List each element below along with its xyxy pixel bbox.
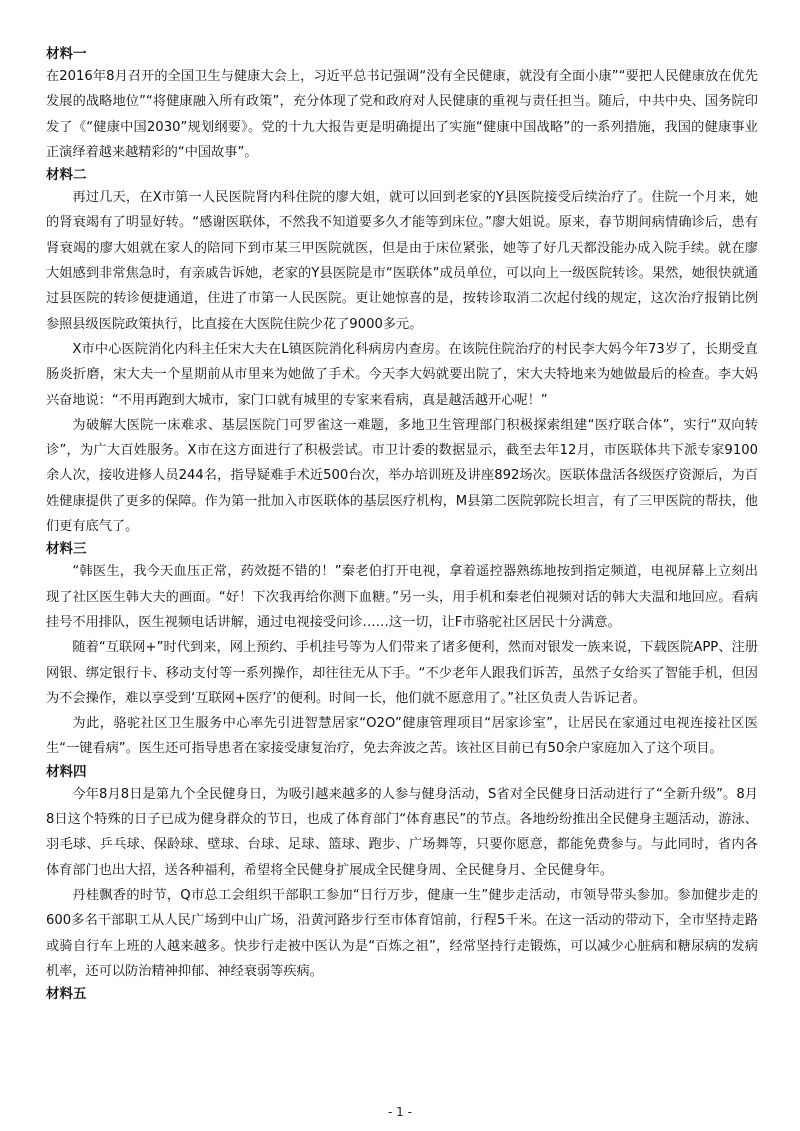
paragraph: 再过几天，在X市第一人民医院肾内科住院的廖大姐，就可以回到老家的Y县医院接受后续治疗了。住院一个月来，她的肾衰竭有了明显好转。“感谢医联体，不然我不知道要多久才能等到床位。”廖大姐说。原来，春节期间病情确诊后，患有肾衰竭的廖大姐就在家人的陪同下到市某三甲医院就医，但是由于床位紧张，她等了好几天都没能办成入院手续。就在廖大姐感到非常焦急时，有亲戚告诉她，老家的Y县医院是市“医联体”成员单位，可以向上一级医院转诊。果然，她很快就通过县医院的转诊便捷通道，住进了市第一人民医院。更让她惊喜的是，按转诊取消二次起付线的规定，这次治疗报销比例参照县级医院政策执行，比直接在大医院住院少花了9000多元。 bbox=[46, 190, 758, 332]
section-material-3 bbox=[46, 539, 758, 761]
section-heading: 材料四 bbox=[46, 763, 87, 780]
section-material-2 bbox=[46, 165, 758, 539]
page-number: - 1 - bbox=[388, 1105, 412, 1119]
paragraph: “韩医生，我今天血压正常，药效挺不错的！”秦老伯打开电视，拿着遥控器熟练地按到指定频道，电视屏幕上立刻出现了社区医生韩大夫的画面。“好！下次我再给你测下血糖。”另一头，用手机和秦老伯视频对话的韩大夫温和地回应。看病挂号不用排队，医生视频电话讲解，通过电视接受问诊……这一切，让F市骆驼社区居民十分满意。 bbox=[46, 564, 758, 630]
section-heading: 材料五 bbox=[46, 986, 87, 1003]
paragraph: 在2016年8月召开的全国卫生与健康大会上，习近平总书记强调“没有全民健康，就没有全面小康”“要把人民健康放在优先发展的战略地位”“将健康融入所有政策”，充分体现了党和政府对人民健康的重视与责任担当。随后，中共中央、国务院印发了《“健康中国2030”规划纲要》。党的十九大报告更是明确提出了实施“健康中国战略”的一系列措施，我国的健康事业正演绎着越来越精彩的“中国故事”。 bbox=[46, 69, 758, 160]
paragraph: X市中心医院消化内科主任宋大夫在L镇医院消化科病房内查房。在该院住院治疗的村民李大妈今年73岁了，长期受直肠炎折磨，宋大夫一个星期前从市里来为她做了手术。今天李大妈就要出院了，宋大夫特地来为她做最后的检查。李大妈兴奋地说：“不用再跑到大城市，家门口就有城里的专家来看病，真是越活越开心呢！” bbox=[46, 341, 758, 408]
paragraph: 为此，骆驼社区卫生服务中心率先引进智慧居家“O2O”健康管理项目“居家诊室”，让居民在家通过电视连接社区医生“一键看病”。医生还可指导患者在家接受康复治疗，免去奔波之苦。该社区目前已有50余户家庭加入了这个项目。 bbox=[46, 716, 758, 757]
section-heading: 材料一 bbox=[46, 46, 87, 62]
section-heading: 材料二 bbox=[46, 167, 87, 184]
paragraph: 为破解大医院一床难求、基层医院门可罗雀这一难题，多地卫生管理部门积极探索组建“医疗联合体”，实行“双向转诊”，为广大百姓服务。X市在这方面进行了积极尝试。市卫计委的数据显示，截至去年12月，市医联体共下派专家9100余人次，接收进修人员244名，指导疑难手术近500台次，举办培训班及讲座892场次。医联体盘活各级医疗资源后，为百姓健康提供了更多的保障。作为第一批加入市医联体的基层医疗机构，M县第二医院郭院长坦言，有了三甲医院的帮扶，他们更有底气了。 bbox=[46, 417, 758, 535]
section-material-4 bbox=[46, 762, 758, 984]
document-page bbox=[46, 44, 758, 1004]
section-material-5 bbox=[46, 984, 758, 1004]
section-material-1 bbox=[46, 44, 758, 165]
paragraph: 今年8月8日是第九个全民健身日，为吸引越来越多的人参与健身活动，S省对全民健身日活动进行了“全新升级”。8月8日这个特殊的日子已成为健身群众的节日，也成了体育部门“体育惠民”的节点。各地纷纷推出全民健身主题活动，游泳、羽毛球、乒乓球、保龄球、壁球、台球、足球、篮球、跑步、广场舞等，只要你愿意，都能免费参与。与此同时，省内各体育部门也出大招，送各种福利，希望将全民健身扩展成全民健身周、全民健身月、全民健身年。 bbox=[46, 786, 758, 878]
paragraph: 随着“互联网+”时代到来，网上预约、手机挂号等为人们带来了诸多便利，然而对银发一族来说，下载医院APP、注册网银、绑定银行卡、移动支付等一系列操作，却往往无从下手。“不少老年人跟我们诉苦，虽然子女给买了智能手机，但因为不会操作，难以享受到‘互联网+医疗’的便利。时间一长，他们就不愿意用了。”社区负责人告诉记者。 bbox=[46, 640, 758, 706]
section-heading: 材料三 bbox=[46, 541, 87, 558]
paragraph: 丹桂飘香的时节，Q市总工会组织干部职工参加“日行万步，健康一生”健步走活动，市领导带头参加。参加健步走的600多名干部职工从人民广场到中山广场，沿黄河路步行至市体育馆前，行程5千米。在这一活动的带动下，全市坚持走路或骑自行车上班的人越来越多。快步行走被中医认为是“百炼之祖”，经常坚持行走锻炼，可以减少心脏病和糖尿病的发病机率，还可以防治精神抑郁、神经衰弱等疾病。 bbox=[46, 887, 758, 979]
